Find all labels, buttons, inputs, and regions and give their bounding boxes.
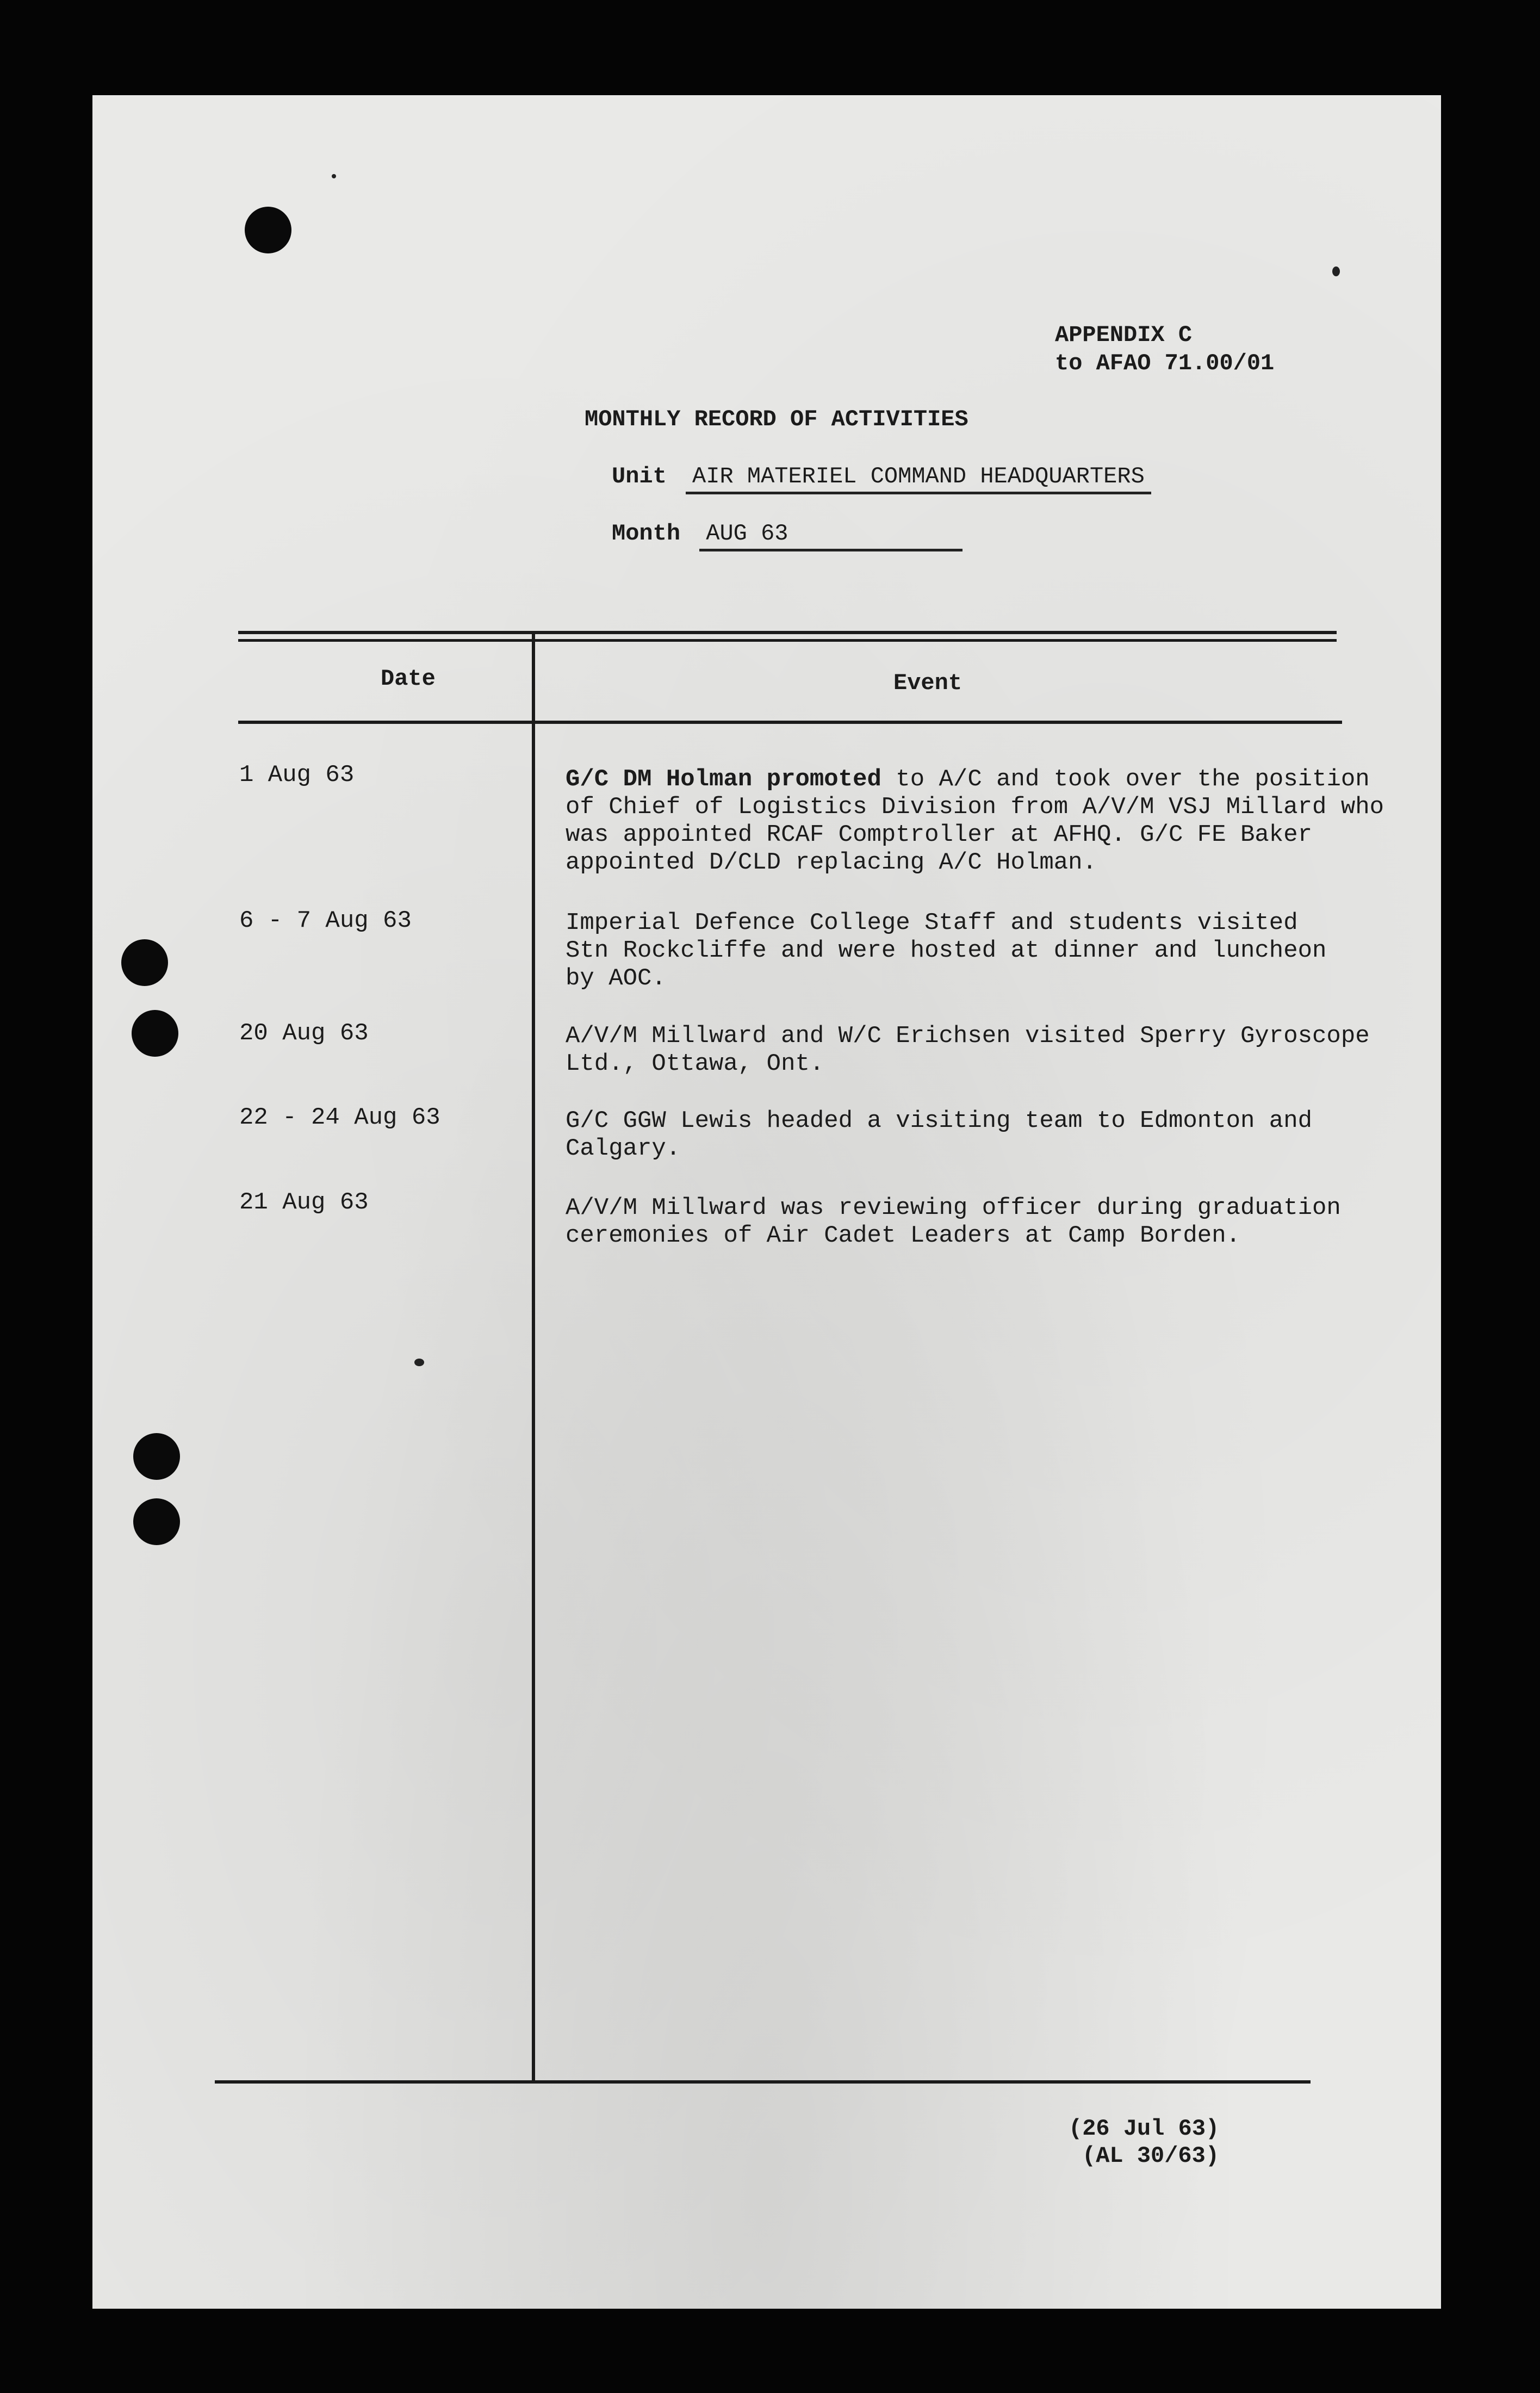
punch-hole — [133, 1498, 180, 1545]
table-row-event: A/V/M Millward and W/C Erichsen visited Sperry Gyroscope Ltd., Ottawa, Ont. — [566, 1022, 1370, 1077]
unit-row — [612, 462, 1151, 494]
punch-hole — [133, 1433, 180, 1480]
table-row-date: 22 - 24 Aug 63 — [239, 1104, 440, 1131]
unit-value: AIR MATERIEL COMMAND HEADQUARTERS — [686, 462, 1151, 494]
table-bottom-rule — [215, 2080, 1311, 2084]
column-divider — [532, 631, 535, 2083]
punch-hole — [245, 207, 291, 253]
table-header-rule — [238, 721, 1342, 724]
reference-label: to AFAO 71.00/01 — [1055, 350, 1275, 376]
month-row — [612, 519, 962, 551]
table-row-date: 20 Aug 63 — [239, 1020, 369, 1047]
paper-speck — [1332, 266, 1340, 276]
table-row-event: A/V/M Millward was reviewing officer during graduation ceremonies of Air Cadet Leaders at Camp Borden. — [566, 1194, 1341, 1249]
table-top-rule — [238, 631, 1337, 634]
table-row-event: Imperial Defence College Staff and students visited Stn Rockcliffe and were hosted at dinner and luncheon by AOC. — [566, 909, 1327, 992]
month-value: AUG 63 — [699, 519, 962, 551]
punch-hole — [121, 939, 168, 986]
table-row-event — [566, 766, 1403, 877]
table-row-date: 6 - 7 Aug 63 — [239, 907, 412, 934]
event-highlight: G/C DM Holman promoted — [566, 766, 881, 793]
page-title: MONTHLY RECORD OF ACTIVITIES — [585, 406, 968, 432]
column-header-date: Date — [381, 666, 436, 692]
event-text: to A/C and took over the position of Chief of Logistics Division from A/V/M VSJ Millard who was appointed RCAF Comptroller at AFHQ. G/C FE Baker appointed D/CLD replacing A/C Holman. — [566, 766, 1384, 876]
footer-date: (26 Jul 63) — [1069, 2116, 1220, 2142]
table-row-date: 21 Aug 63 — [239, 1189, 369, 1216]
appendix-label: APPENDIX C — [1055, 322, 1193, 348]
table-top-rule-2 — [238, 639, 1337, 642]
footer-amendment: (AL 30/63) — [1082, 2143, 1220, 2169]
column-header-event: Event — [893, 670, 962, 696]
unit-label: Unit — [612, 463, 667, 489]
punch-hole — [132, 1010, 178, 1057]
paper-speck — [332, 174, 336, 178]
month-label: Month — [612, 520, 681, 547]
table-row-event: G/C GGW Lewis headed a visiting team to Edmonton and Calgary. — [566, 1107, 1313, 1162]
paper-speck — [414, 1359, 424, 1366]
table-row-date: 1 Aug 63 — [239, 761, 355, 789]
